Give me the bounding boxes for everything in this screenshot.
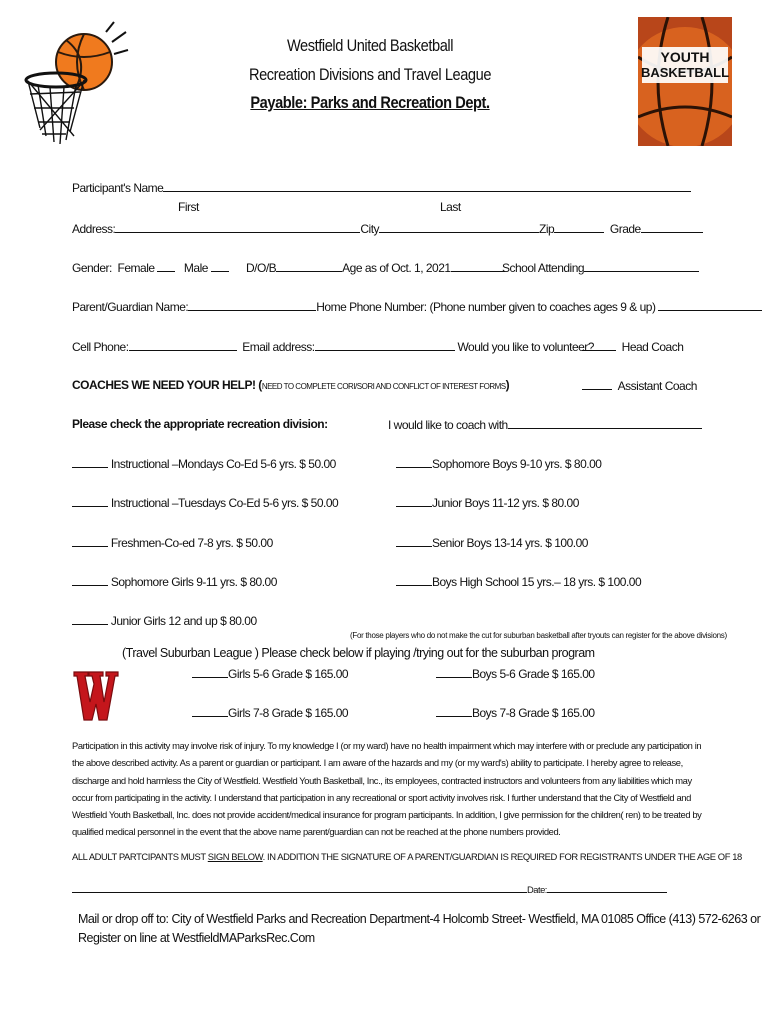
division-item xyxy=(72,456,336,471)
signature-notice-pre: ALL ADULT PARTCIPANTS MUST xyxy=(72,851,208,862)
youth-basketball-logo xyxy=(638,17,732,146)
assistant-coach-checkbox[interactable] xyxy=(582,378,612,390)
travel-boys56 xyxy=(436,666,595,681)
division-checkbox[interactable] xyxy=(72,535,108,547)
travel-girls56 xyxy=(192,666,348,681)
last-label: Last xyxy=(440,200,461,214)
parent-field[interactable] xyxy=(188,299,316,311)
dob-label: D/O/B xyxy=(246,261,277,275)
division-label: Boys High School 15 yrs.– 18 yrs. $ 100.00 xyxy=(432,575,642,589)
signature-notice xyxy=(72,851,742,862)
head-coach-label: Head Coach xyxy=(621,340,684,354)
dob-row xyxy=(246,260,505,275)
head-coach-checkbox[interactable] xyxy=(582,339,616,351)
email-label: Email address: xyxy=(242,340,315,354)
travel-girls78 xyxy=(192,705,348,720)
signature-field[interactable] xyxy=(72,883,527,893)
zip-label: Zip xyxy=(539,222,555,236)
gender-row xyxy=(72,260,229,275)
header-line-1: Westfield United Basketball xyxy=(286,36,454,55)
coaches-row: COACHES WE NEED YOUR HELP! (NEED TO COMPLETE CORI/SORI AND CONFLICT OF INTEREST FORMS) xyxy=(72,378,510,392)
home-phone-label: Home Phone Number: (Phone number given to coaches ages 9 & up) xyxy=(316,300,656,314)
division-checkbox[interactable] xyxy=(72,574,108,586)
divisions-note: (For those players who do not make the cut for suburban basketball after tryouts can register for the above divisions) xyxy=(350,631,727,640)
school-label: School Attending xyxy=(502,261,585,275)
date-label: Date: xyxy=(527,884,547,895)
division-label: Sophomore Boys 9-10 yrs. $ 80.00 xyxy=(432,457,602,471)
division-checkbox[interactable] xyxy=(396,495,432,507)
assistant-coach-label: Assistant Coach xyxy=(617,379,697,393)
address-label: Address: xyxy=(72,222,116,236)
female-label: Female xyxy=(117,261,155,275)
date-field[interactable] xyxy=(547,883,667,893)
travel-checkbox[interactable] xyxy=(436,705,472,717)
signature-notice-post: . IN ADDITION THE SIGNATURE OF A PARENT/GUARDIAN IS REQUIRED FOR REGISTRANTS UNDER THE AGE OF 18 xyxy=(262,851,742,862)
logo-text-basketball: BASKETBALL xyxy=(640,65,730,80)
waiver-text: Participation in this activity may involve risk of injury. To my knowledge I (or my ward) have no health impairment which may interfere with or preclude any participation in the above described activity. As a parent or guardian or participant. I am aware of the hazards and my (or my ward's) ability to participate. I hereby agree to release, discharge and hold harmless the City of Westfield. Westfield Youth Basketball, Inc., its employees, contracted instructors and volunteers from any liabilities which may occur from participating in the activity. I understand that participation in any recreational or sport activity involves risk. I further understand that the City of Westfield and Westfield Youth Basketball, Inc. does not provide accident/medical insurance for program participants. In addition, I give permission for the children( ren) to be treated by qualified medical personnel in the event that the above name parent/guardian can not be reached at the phone numbers provided. xyxy=(72,740,702,838)
gender-label: Gender: xyxy=(72,261,112,275)
division-checkbox[interactable] xyxy=(72,456,108,468)
division-label: Junior Girls 12 and up $ 80.00 xyxy=(110,614,257,628)
travel-label: Girls 5-6 Grade $ 165.00 xyxy=(228,667,349,681)
age-field[interactable] xyxy=(451,260,505,272)
coaches-note: NEED TO COMPLETE CORI/SORI AND CONFLICT OF INTEREST FORMS xyxy=(261,382,506,391)
travel-checkbox[interactable] xyxy=(192,666,228,678)
volunteer-label: Would you like to volunteer? xyxy=(457,340,594,354)
school-field[interactable] xyxy=(584,260,699,272)
head-coach-row xyxy=(582,339,683,354)
first-label: First xyxy=(178,200,199,214)
footer-line-2: Register on line at WestfieldMAParksRec.Com xyxy=(78,931,315,945)
city-label: City xyxy=(360,222,380,236)
travel-label: Boys 7-8 Grade $ 165.00 xyxy=(472,706,595,720)
signature-notice-sign: SIGN BELOW xyxy=(207,851,263,862)
travel-checkbox[interactable] xyxy=(436,666,472,678)
division-label: Freshmen-Co-ed 7-8 yrs. $ 50.00 xyxy=(110,536,273,550)
division-checkbox[interactable] xyxy=(72,495,108,507)
female-checkbox[interactable] xyxy=(157,260,175,272)
division-checkbox[interactable] xyxy=(396,535,432,547)
travel-boys78 xyxy=(436,705,595,720)
participant-name-field[interactable] xyxy=(163,180,691,192)
division-checkbox[interactable] xyxy=(396,456,432,468)
male-label: Male xyxy=(183,261,208,275)
coach-with-row xyxy=(388,417,702,432)
cell-label: Cell Phone: xyxy=(72,340,129,354)
division-item xyxy=(72,613,257,628)
division-checkbox[interactable] xyxy=(72,613,108,625)
coach-with-field[interactable] xyxy=(508,417,702,429)
coach-with-label: I would like to coach with xyxy=(388,418,508,432)
city-field[interactable] xyxy=(379,221,539,233)
school-row xyxy=(502,260,699,275)
zip-field[interactable] xyxy=(554,221,604,233)
cell-row xyxy=(72,339,594,354)
division-item xyxy=(72,574,277,589)
email-field[interactable] xyxy=(315,339,455,351)
address-row xyxy=(72,221,703,236)
division-item xyxy=(72,495,338,510)
header-line-3: Payable: Parks and Recreation Dept. xyxy=(250,93,490,112)
grade-field[interactable] xyxy=(641,221,703,233)
dob-field[interactable] xyxy=(276,260,342,272)
parent-label: Parent/Guardian Name: xyxy=(72,300,189,314)
travel-label: Girls 7-8 Grade $ 165.00 xyxy=(228,706,349,720)
division-item xyxy=(72,535,273,550)
header-line-2: Recreation Divisions and Travel League xyxy=(248,65,492,84)
division-checkbox[interactable] xyxy=(396,574,432,586)
coaches-need-heading: COACHES WE NEED YOUR HELP! xyxy=(72,378,256,392)
divisions-heading: Please check the appropriate recreation division: xyxy=(72,417,328,431)
age-label: Age as of Oct. 1, 2021 xyxy=(342,261,451,275)
home-phone-field[interactable] xyxy=(658,299,762,311)
division-item xyxy=(396,574,641,589)
division-item xyxy=(396,456,601,471)
division-label: Instructional –Tuesdays Co-Ed 5-6 yrs. $ 50.00 xyxy=(110,496,339,510)
cell-field[interactable] xyxy=(129,339,237,351)
parent-row xyxy=(72,299,762,314)
logo-text-youth: YOUTH xyxy=(660,49,710,65)
footer-line-1: Mail or drop off to: City of Westfield Parks and Recreation Department-4 Holcomb Street- Westfield, MA 01085 Office (413) 572-6263 or xyxy=(78,912,761,926)
assistant-coach-row xyxy=(582,378,697,393)
participant-name-label: Participant's Name xyxy=(72,181,164,195)
travel-checkbox[interactable] xyxy=(192,705,228,717)
division-label: Sophomore Girls 9-11 yrs. $ 80.00 xyxy=(110,575,277,589)
w-logo-icon xyxy=(72,664,120,726)
travel-label: Boys 5-6 Grade $ 165.00 xyxy=(472,667,595,681)
grade-label: Grade xyxy=(609,222,641,236)
division-label: Senior Boys 13-14 yrs. $ 100.00 xyxy=(432,536,588,550)
male-checkbox[interactable] xyxy=(211,260,229,272)
address-field[interactable] xyxy=(115,221,360,233)
basketball-hoop-icon xyxy=(14,18,134,158)
signature-row xyxy=(72,883,667,895)
division-item xyxy=(396,535,588,550)
division-label: Instructional –Mondays Co-Ed 5-6 yrs. $ 50.00 xyxy=(110,457,336,471)
travel-heading: (Travel Suburban League ) Please check below if playing /trying out for the suburban program xyxy=(122,646,595,660)
division-item xyxy=(396,495,579,510)
participant-name-row xyxy=(72,180,691,195)
division-label: Junior Boys 11-12 yrs. $ 80.00 xyxy=(432,496,579,510)
